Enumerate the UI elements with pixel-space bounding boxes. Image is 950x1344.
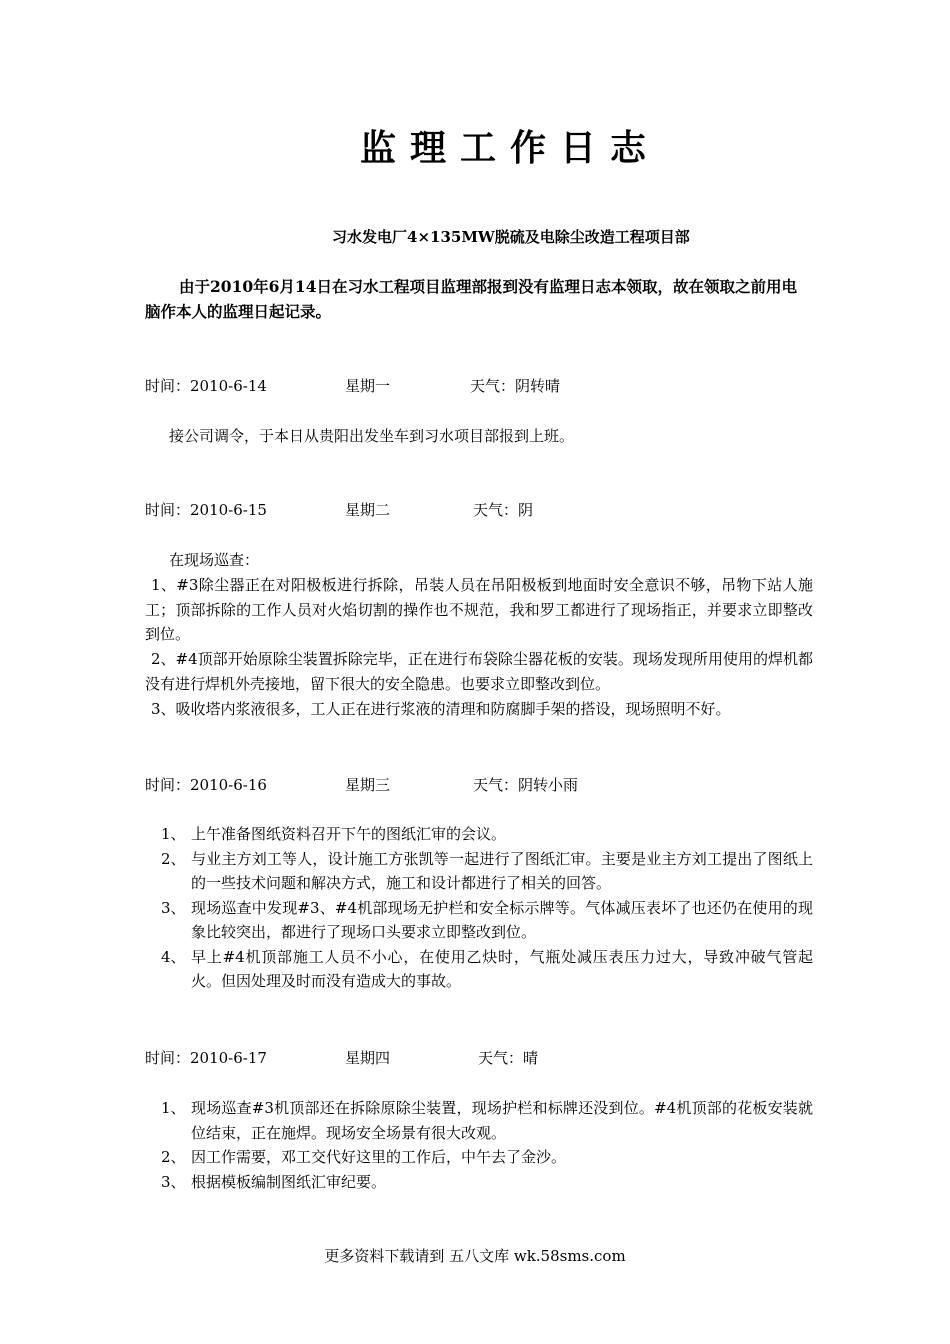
entry-weather: 天气：阴转晴 <box>470 377 561 395</box>
list-text: 与业主方刘工等人，设计施工方张凯等一起进行了图纸汇审。主要是业主方刘工提出了图纸上的一些技术问题和解决方式，施工和设计都进行了相关的回答。 <box>191 849 813 892</box>
list-item <box>145 896 813 945</box>
list-item <box>145 945 813 994</box>
list-item <box>145 822 813 847</box>
entry-body: 接公司调令，于本日从贵阳出发坐车到习水项目部报到上班。 <box>169 427 575 445</box>
list-item: 3、吸收塔内浆液很多，工人正在进行浆液的清理和防腐脚手架的搭设，现场照明不好。 <box>151 700 731 718</box>
footer-link[interactable]: 更多资料下载请到 五八文库 wk.58sms.com <box>324 1247 626 1265</box>
list-text: 现场巡查中发现#3、#4机部现场无护栏和安全标示牌等。气体减压表坏了也还仍在使用的现象比较突出，都进行了现场口头要求立即整改到位。 <box>191 898 813 941</box>
list-text: 因工作需要，邓工交代好这里的工作后，中午去了金沙。 <box>191 1148 567 1166</box>
list-text: 早上#4机顶部施工人员不小心，在使用乙炔时，气瓶处减压表压力过大，导致冲破气管起火。但因处理及时而没有造成大的事故。 <box>191 947 813 990</box>
list-number: 2、 <box>161 849 186 868</box>
entry-weekday: 星期一 <box>345 377 391 395</box>
list-item <box>145 1170 813 1195</box>
list-text: 上午准备图纸资料召开下午的图纸汇审的会议。 <box>191 825 507 843</box>
list-item <box>145 847 813 896</box>
entry-weekday: 星期四 <box>345 1049 391 1067</box>
numbered-list <box>145 1096 813 1194</box>
list-item <box>145 1096 813 1145</box>
entry-date: 时间：2010-6-17 <box>145 1049 267 1067</box>
entry-date: 时间：2010-6-16 <box>145 776 267 794</box>
project-subtitle: 习水发电厂4×135MW脱硫及电除尘改造工程项目部 <box>332 228 690 246</box>
list-number: 2、 <box>161 1148 186 1166</box>
list-number: 4、 <box>161 947 186 966</box>
list-text: 现场巡查#3机顶部还在拆除原除尘装置，现场护栏和标牌还没到位。#4机顶部的花板安装就位结束，正在施焊。现场安全场景有很大改观。 <box>191 1099 813 1142</box>
entry-weekday: 星期三 <box>345 776 391 794</box>
entry-date: 时间：2010-6-14 <box>145 377 267 395</box>
page-title: 监理工作日志 <box>359 128 660 169</box>
intro-paragraph: 由于2010年6月14日在习水工程项目监理部报到没有监理日志本领取，故在领取之前用电脑作本人的监理日起记录。 <box>145 277 797 321</box>
entry-weekday: 星期二 <box>345 501 391 519</box>
entry-weather: 天气：阴转小雨 <box>473 776 579 794</box>
entry-weather: 天气：晴 <box>478 1049 539 1067</box>
list-text: 根据模板编制图纸汇审纪要。 <box>191 1172 387 1191</box>
list-number: 1、 <box>161 1099 186 1117</box>
entry-weather: 天气：阴 <box>473 501 534 519</box>
entry-lead: 在现场巡查： <box>169 551 260 569</box>
entry-date: 时间：2010-6-15 <box>145 501 267 519</box>
list-item: 2、#4顶部开始原除尘装置拆除完毕，正在进行布袋除尘器花板的安装。现场发现所用使用的焊机都没有进行焊机外壳接地，留下很大的安全隐患。也要求立即整改到位。 <box>145 650 813 693</box>
numbered-list <box>145 822 813 994</box>
list-item: 1、#3除尘器正在对阳极板进行拆除，吊装人员在吊阳极板到地面时安全意识不够，吊物下站人施工；顶部拆除的工作人员对火焰切割的操作也不规范，我和罗工都进行了现场指正，并要求立即整改到位。 <box>145 576 813 643</box>
list-number: 3、 <box>161 1172 186 1191</box>
list-item <box>145 1145 813 1170</box>
list-number: 3、 <box>161 898 186 917</box>
list-number: 1、 <box>161 825 186 843</box>
